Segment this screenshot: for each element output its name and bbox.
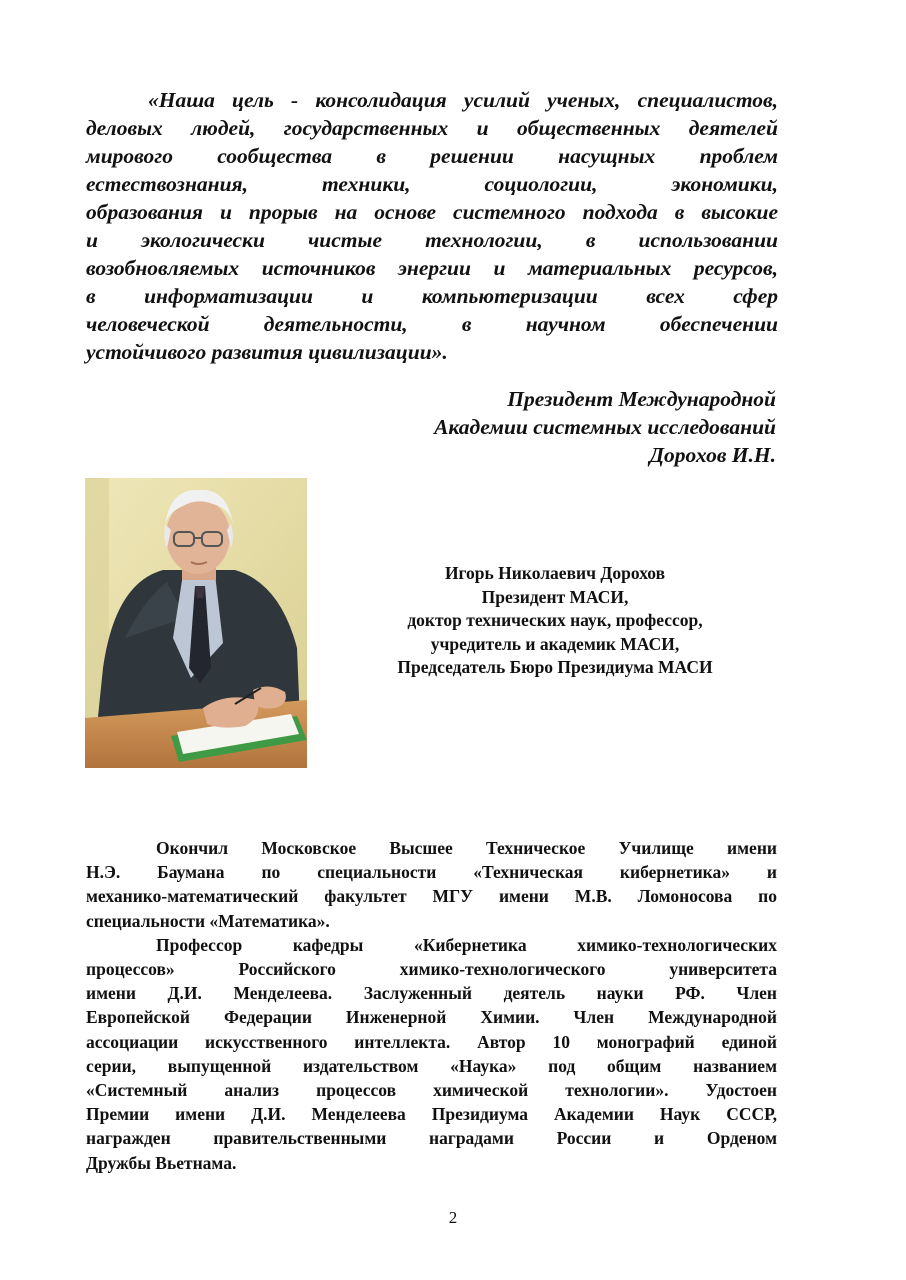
signature-organization: Академии системных исследований — [434, 415, 776, 439]
quote-line: человеческой деятельности, в научном обеспечении — [86, 312, 778, 336]
quote-block — [86, 86, 778, 366]
bio-paragraph — [86, 933, 777, 1175]
bio-line: ассоциации искусственного интеллекта. Автор 10 монографий единой — [86, 1031, 777, 1052]
bio-line: механико-математический факультет МГУ имени М.В. Ломоносова по — [86, 886, 777, 907]
bio-line: Дружбы Вьетнама. — [86, 1152, 237, 1173]
quote-signature — [276, 385, 776, 469]
signature-title: Президент Международной — [507, 387, 776, 411]
bio-line: Европейской Федерации Инженерной Химии. Член Международной — [86, 1007, 777, 1028]
quote-line: возобновляемых источников энергии и материальных ресурсов, — [86, 256, 778, 280]
bio-line: Премии имени Д.И. Менделеева Президиума Академии Наук СССР, — [86, 1104, 777, 1125]
bio-line: процессов» Российского химико-технологического университета — [86, 959, 777, 980]
caption-position: Президент МАСИ, — [481, 586, 629, 607]
quote-line: мирового сообщества в решении насущных проблем — [86, 144, 778, 168]
bio-line: Профессор кафедры «Кибернетика химико-технологических — [156, 934, 777, 955]
bio-line: награжден правительственными наградами России и Орденом — [86, 1128, 777, 1149]
caption-name: Игорь Николаевич Дорохов — [444, 563, 666, 583]
caption-chairman: Председатель Бюро Президиума МАСИ — [397, 657, 713, 677]
quote-line: деловых людей, государственных и общественных деятелей — [86, 116, 778, 140]
quote-line: в информатизации и компьютеризации всех сфер — [86, 284, 778, 308]
quote-line: «Наша цель - консолидация усилий ученых, специалистов, — [148, 88, 778, 112]
bio-line: имени Д.И. Менделеева. Заслуженный деятель науки РФ. Член — [86, 983, 777, 1004]
quote-line: естествознания, техники, социологии, экономики, — [86, 172, 778, 196]
biography — [86, 836, 777, 1175]
bio-line: специальности «Математика». — [86, 910, 330, 931]
signature-name: Дорохов И.Н. — [649, 443, 776, 467]
photo-caption — [330, 562, 780, 680]
bio-paragraph — [86, 836, 777, 933]
page-number: 2 — [448, 1208, 458, 1227]
quote-line: устойчивого развития цивилизации». — [86, 340, 448, 364]
caption-founder: учредитель и академик МАСИ, — [430, 633, 680, 654]
bio-line: «Системный анализ процессов химической технологии». Удостоен — [86, 1080, 777, 1101]
quote-line: и экологически чистые технологии, в использовании — [86, 228, 778, 252]
caption-degree: доктор технических наук, профессор, — [407, 610, 703, 630]
bio-line: Н.Э. Баумана по специальности «Техническая кибернетика» и — [86, 862, 777, 883]
portrait-photo — [85, 478, 307, 768]
bio-line: Окончил Московское Высшее Техническое Училище имени — [156, 838, 777, 858]
quote-line: образования и прорыв на основе системного подхода в высокие — [86, 200, 778, 224]
bio-line: серии, выпущенной издательством «Наука» под общим названием — [86, 1055, 777, 1076]
